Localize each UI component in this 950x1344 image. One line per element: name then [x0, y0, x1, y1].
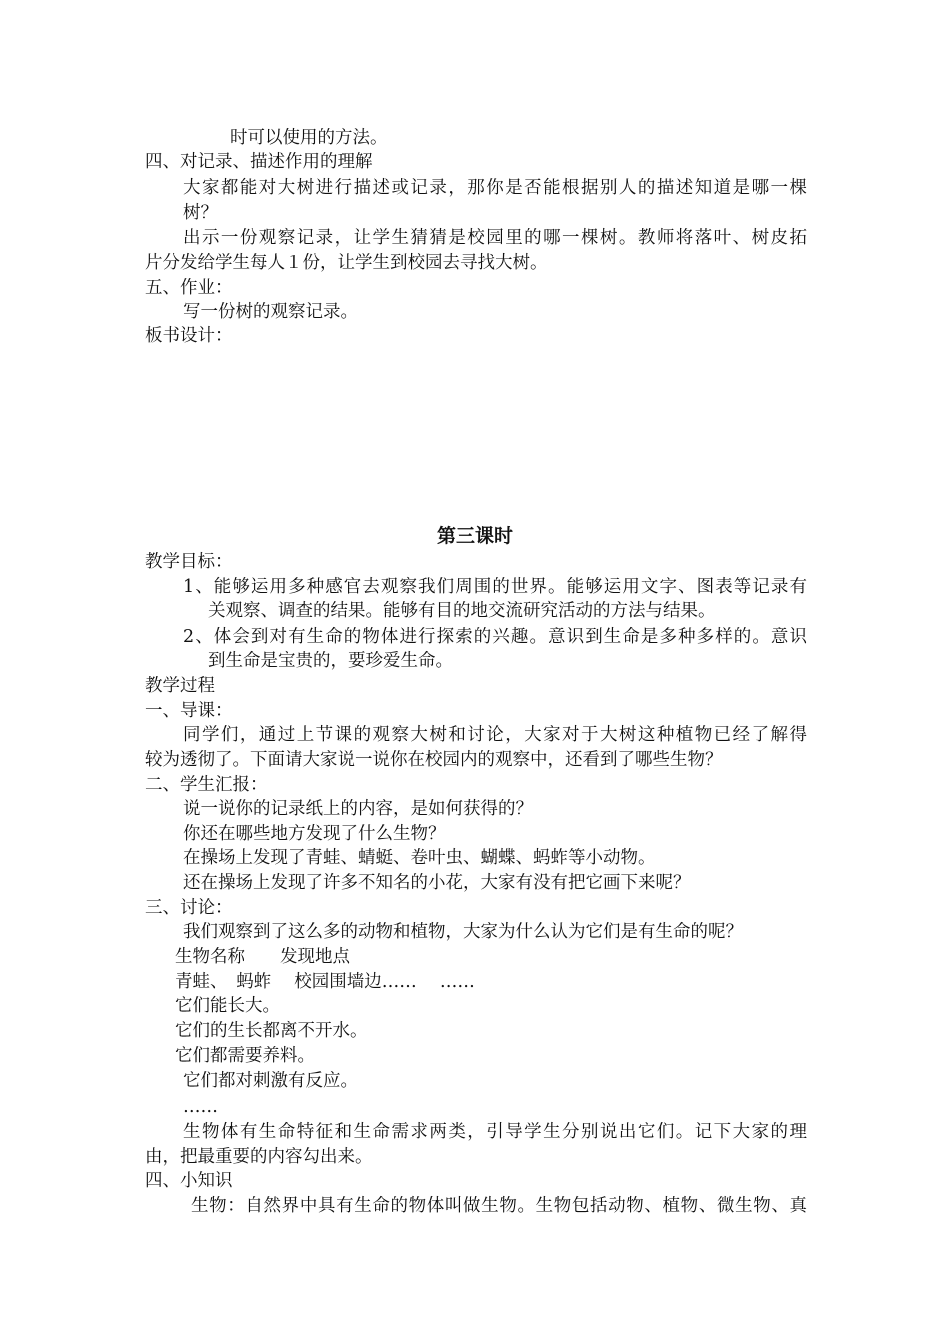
table-header: 生物名称 发现地点: [175, 947, 350, 967]
section-heading-report: 二、学生汇报：: [145, 775, 268, 795]
discuss-question: 我们观察到了这么多的动物和植物，大家为什么认为它们是有生命的呢？: [183, 922, 743, 942]
paragraph-line: 片分发给学生每人１份，让学生到校园去寻找大树。: [145, 253, 548, 273]
board-design-label: 板书设计：: [145, 326, 233, 346]
report-line: 说一说你的记录纸上的内容，是如何获得的？: [183, 799, 533, 819]
lesson-title: 第三课时: [436, 525, 513, 547]
reason-line: 它们的生长都离不开水。: [175, 1021, 368, 1041]
paragraph-line: 生物：自然界中具有生命的物体叫做生物。生物包括动物、植物、微生物、真: [191, 1196, 807, 1216]
paragraph-line: 树？: [183, 203, 218, 223]
paragraph-line: 同学们，通过上节课的观察大树和讨论，大家对于大树这种植物已经了解得: [183, 725, 807, 745]
section-heading-homework: 五、作业：: [145, 278, 233, 298]
paragraph-line: 由，把最重要的内容勾出来。: [145, 1147, 373, 1167]
paragraph-line: 生物体有生命特征和生命需求两类，引导学生分别说出它们。记下大家的理: [183, 1122, 807, 1142]
process-heading: 教学过程: [145, 676, 215, 696]
goal-line: 1、能够运用多种感官去观察我们周围的世界。能够运用文字、图表等记录有: [183, 577, 807, 597]
goal-line: 到生命是宝贵的，要珍爱生命。: [208, 651, 453, 671]
paragraph-line: 大家都能对大树进行描述或记录，那你是否能根据别人的描述知道是哪一棵: [183, 178, 807, 198]
report-line: 你还在哪些地方发现了什么生物？: [183, 824, 446, 844]
homework-text: 写一份树的观察记录。: [183, 302, 358, 322]
prev-tail-line: 时可以使用的方法。: [230, 128, 388, 148]
report-line: 在操场上发现了青蛙、蜻蜓、卷叶虫、蝴蝶、蚂蚱等小动物。: [183, 848, 656, 868]
report-line: 还在操场上发现了许多不知名的小花，大家有没有把它画下来呢？: [183, 873, 691, 893]
goal-line: 2、体会到对有生命的物体进行探索的兴趣。意识到生命是多种多样的。意识: [183, 627, 807, 647]
table-row: 青蛙、 蚂蚱 校园围墙边…… ……: [175, 972, 475, 992]
reason-line: 它们能长大。: [175, 996, 280, 1016]
goal-line: 关观察、调查的结果。能够有目的地交流研究活动的方法与结果。: [208, 601, 716, 621]
reason-line: 它们都对刺激有反应。: [183, 1071, 358, 1091]
section-heading-intro: 一、导课：: [145, 701, 233, 721]
reason-line: 它们都需要养料。: [175, 1046, 315, 1066]
section-heading-understanding: 四、对记录、描述作用的理解: [145, 152, 373, 172]
paragraph-line: 出示一份观察记录，让学生猜猜是校园里的哪一棵树。教师将落叶、树皮拓: [183, 228, 807, 248]
reason-ellipsis: ……: [183, 1097, 218, 1117]
section-heading-discuss: 三、讨论：: [145, 898, 233, 918]
section-heading-knowledge: 四、小知识: [145, 1171, 233, 1191]
paragraph-line: 较为透彻了。下面请大家说一说你在校园内的观察中，还看到了哪些生物？: [145, 750, 723, 770]
goals-heading: 教学目标：: [145, 552, 233, 572]
